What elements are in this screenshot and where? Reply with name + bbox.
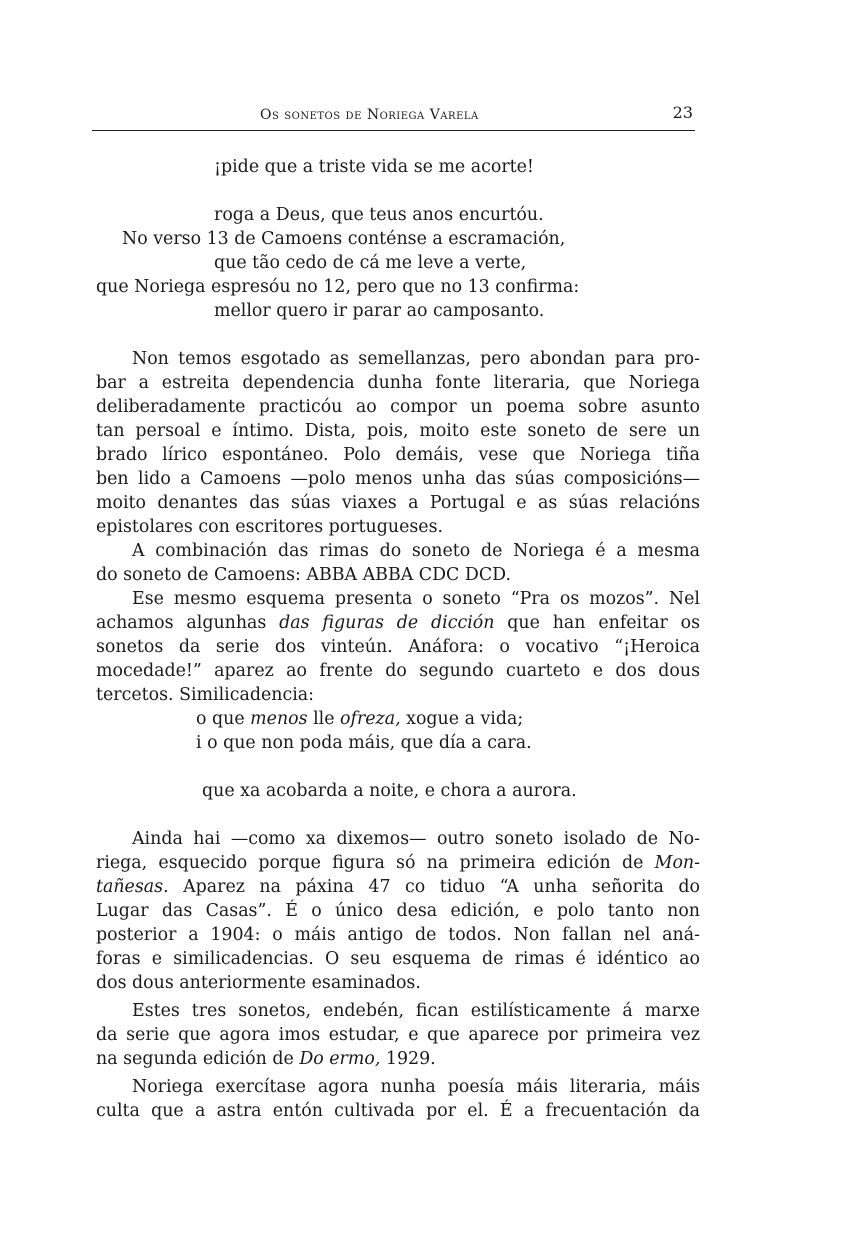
paragraph-line: ben lido a Camoens —polo menos unha das súas composicións— [96,469,700,489]
paragraph-line: do soneto de Camoens: ABBA ABBA CDC DCD. [96,565,511,585]
paragraph-line: mocedade!” aparez ao frente do segundo cuarteto e dos dous [96,661,700,681]
paragraph-line: deliberadamente practicóu ao compor un poema sobre asunto [96,397,700,417]
verse-line [196,707,523,731]
paragraph-line: Lugar das Casas”. É o único desa edición, e polo tanto non [96,901,700,921]
text-run: que han enfeitar os [507,613,700,633]
paragraph-line: foras e similicadencias. O seu esquema de rimas é idéntico ao [96,949,700,969]
paragraph-line: Ainda hai —como xa dixemos— outro soneto isolado de No- [132,829,700,849]
paragraph-line: epistolares con escritores portugueses. [96,517,444,537]
paragraph-line: Noriega exercítase agora nunha poesía máis literaria, máis [132,1077,700,1097]
text-run: 1929. [385,1049,436,1069]
text-run: Aparez na páxina 47 co tiduo “A unha señorita do [183,877,700,897]
paragraph-line: Estes tres sonetos, endebén, fican estilísticamente á marxe [132,1001,700,1021]
paragraph-line: moito denantes das súas viaxes a Portugal e as súas relacións [96,493,700,513]
paragraph-line: tercetos. Similicadencia: [96,685,314,705]
text-run: xogue a vida; [406,709,524,729]
paragraph-line: sonetos da serie dos vinteún. Anáfora: o vocativo “¡Heroica [96,637,700,657]
paragraph-line: da serie que agora imos estudar, e que aparece por primeira vez [96,1025,700,1045]
text-run: o que [196,709,245,729]
paragraph-line: Ese mesmo esquema presenta o soneto “Pra os mozos”. Nel [132,589,700,609]
paragraph-line [96,611,700,635]
paragraph-line [96,1047,436,1071]
verse-line: que tão cedo de cá me leve a verte, [214,253,527,273]
italic-term: tañesas. [96,877,169,897]
verse-line: i o que non poda máis, que día a cara. [196,733,532,753]
paragraph-line [96,875,700,899]
paragraph-line: posterior a 1904: o máis antigo de todos. Non fallan nel aná- [96,925,700,945]
paragraph-line: bar a estreita dependencia dunha fonte literaria, que Noriega [96,373,700,393]
text-run: riega, esquecido porque figura só na primeira edición de [96,853,644,873]
running-title: Os sonetos de Noriega Varela [260,107,479,123]
paragraph-line: dos dous anteriormente esaminados. [96,973,421,993]
italic-term: Mon- [654,853,700,873]
italic-term: ofreza, [340,709,401,729]
italic-term: das figuras de dicción [279,613,495,633]
text-run: achamos algunhas [96,613,267,633]
paragraph-line: Non temos esgotado as semellanzas, pero abondan para pro- [132,349,700,369]
verse-line: roga a Deus, que teus anos encurtóu. [214,205,544,225]
verse-line: ¡pide que a triste vida se me acorte! [214,157,534,177]
italic-term: menos [250,709,308,729]
paragraph-line [96,851,700,875]
paragraph-line: tan persoal e íntimo. Dista, pois, moito este soneto de sere un [96,421,700,441]
page-number: 23 [672,103,693,122]
paragraph-line: A combinación das rimas do soneto de Noriega é a mesma [132,541,700,561]
italic-term: Do ermo, [299,1049,381,1069]
page-header [92,100,695,131]
paragraph-line: brado lírico espontáneo. Polo demáis, vese que Noriega tiña [96,445,700,465]
text-run: lle [313,709,335,729]
paragraph-line: culta que a astra entón cultivada por el. É a frecuentación da [96,1101,700,1121]
verse-line: mellor quero ir parar ao camposanto. [214,301,545,321]
verse-line: que xa acobarda a noite, e chora a aurora. [202,781,577,801]
paragraph-line: que Noriega espresóu no 12, pero que no 13 confirma: [96,277,580,297]
text-run: na segunda edición de [96,1049,294,1069]
paragraph-line: No verso 13 de Camoens conténse a escramación, [122,229,566,249]
